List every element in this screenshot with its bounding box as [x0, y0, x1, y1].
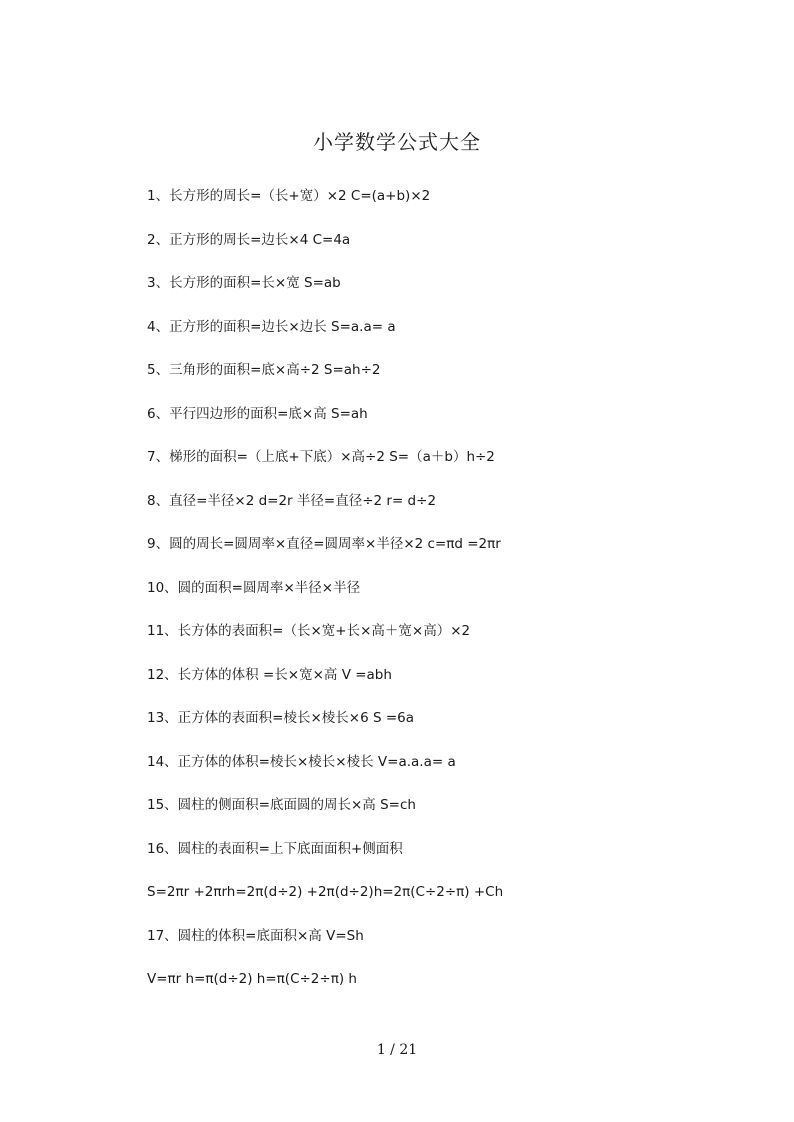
formula-line-9: 9、圆的周长=圆周率×直径=圆周率×半径×2 c=πd =2πr: [147, 536, 501, 552]
formula-line-13: 13、正方体的表面积=棱长×棱长×6 S =6a: [147, 710, 415, 726]
formula-list: [147, 186, 747, 1013]
formula-line-2: 2、正方形的周长=边长×4 C=4a: [147, 231, 351, 248]
formula-line-12: 12、长方体的体积 =长×宽×高 V =abh: [147, 666, 392, 683]
formula-line-17-expansion: V=πr h=π(d÷2) h=π(C÷2÷π) h: [147, 971, 357, 987]
formula-line-17: 17、圆柱的体积=底面积×高 V=Sh: [147, 927, 364, 944]
formula-line-5: 5、三角形的面积=底×高÷2 S=ah÷2: [147, 362, 381, 378]
formula-line-16: 16、圆柱的表面积=上下底面面积+侧面积: [147, 840, 403, 857]
document-title: 小学数学公式大全: [313, 130, 481, 154]
formula-line-1: 1、长方形的周长=（长+宽）×2 C=(a+b)×2: [147, 188, 431, 204]
formula-line-14: 14、正方体的体积=棱长×棱长×棱长 V=a.a.a= a: [147, 753, 456, 770]
page-number: 1 / 21: [376, 1042, 418, 1058]
formula-line-3: 3、长方形的面积=长×宽 S=ab: [147, 275, 341, 291]
formula-line-8: 8、直径=半径×2 d=2r 半径=直径÷2 r= d÷2: [147, 492, 437, 509]
formula-line-11: 11、长方体的表面积=（长×宽+长×高＋宽×高）×2: [147, 623, 471, 639]
formula-line-7: 7、梯形的面积=（上底+下底）×高÷2 S=（a＋b）h÷2: [147, 449, 495, 465]
formula-line-16-expansion: S=2πr +2πrh=2π(d÷2) +2π(d÷2)h=2π(C÷2÷π) +Ch: [147, 884, 504, 900]
formula-line-15: 15、圆柱的侧面积=底面圆的周长×高 S=ch: [147, 797, 416, 813]
formula-line-10: 10、圆的面积=圆周率×半径×半径: [147, 579, 361, 596]
formula-line-6: 6、平行四边形的面积=底×高 S=ah: [147, 405, 368, 422]
formula-line-4: 4、正方形的面积=边长×边长 S=a.a= a: [147, 318, 396, 335]
